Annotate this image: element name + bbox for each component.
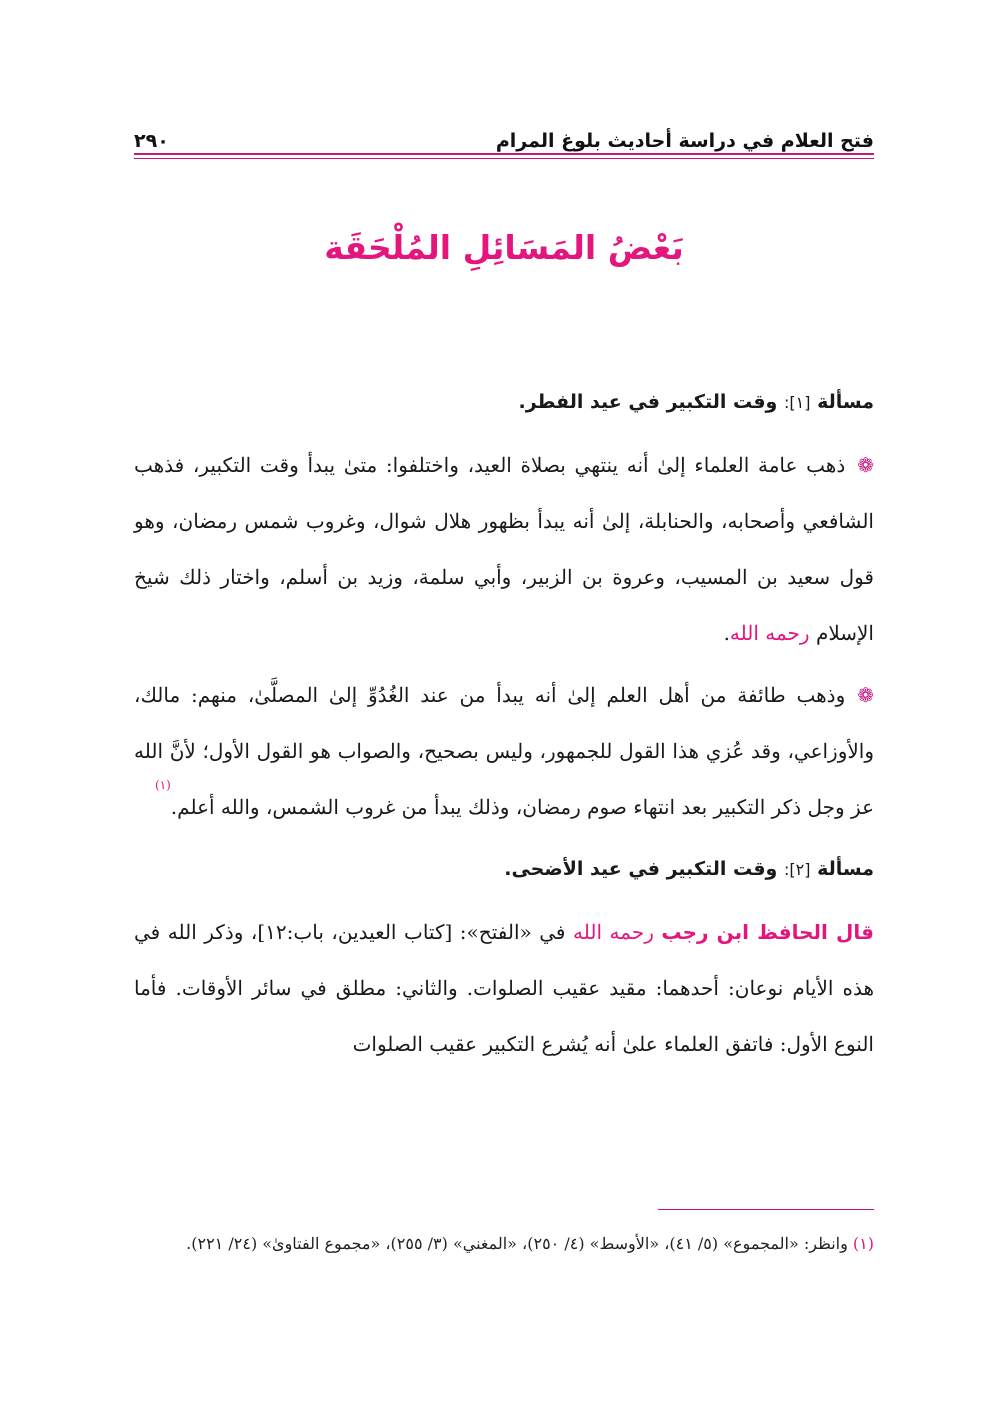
footnote <box>134 1228 874 1260</box>
issue-heading-1 <box>134 374 874 431</box>
honorific-mark: رحمه الله <box>729 621 810 645</box>
issue-title: وقت التكبير في عيد الفطر. <box>518 391 778 413</box>
header-rule-thick <box>134 153 874 155</box>
page-number: ٢٩٠ <box>134 130 169 152</box>
issue-number: [١]: <box>784 393 811 412</box>
book-title: فتح العلام في دراسة أحاديث بلوغ المرام <box>495 130 874 152</box>
quoted-speaker: قال الحافظ ابن رجب <box>661 920 874 944</box>
paragraph-2 <box>134 667 874 835</box>
issue-title: وقت التكبير في عيد الأضحى. <box>504 858 778 880</box>
flower-bullet-icon: ❁ <box>857 683 874 707</box>
issue-number: [٢]: <box>784 860 811 879</box>
footnote-marker[interactable]: (١) <box>154 778 171 792</box>
section-title: بَعْضُ المَسَائِلِ المُلْحَقَة <box>324 228 684 267</box>
header-rule-thin <box>134 158 874 159</box>
footnote-rule <box>658 1209 874 1210</box>
body-text <box>134 374 874 1078</box>
flower-bullet-icon: ❁ <box>857 453 874 477</box>
page <box>134 0 874 1418</box>
issue-label: مسألة <box>817 391 874 413</box>
running-header <box>134 118 874 152</box>
sentence-end: . <box>723 621 730 645</box>
issue-heading-2 <box>134 841 874 898</box>
issue-label: مسألة <box>817 858 874 880</box>
footnote-number: (١) <box>852 1234 874 1253</box>
honorific-mark: رحمه الله <box>573 920 654 944</box>
paragraph-text: ذهب عامة العلماء إلىٰ أنه ينتهي بصلاة العيد، واختلفوا: متىٰ يبدأ وقت التكبير، فذهب الشافعي وأصحابه، والحنابلة، إلىٰ أنه يبدأ بظهور هلال شوال، وغروب شمس رمضان، وهو قول سعيد بن المسيب، وعروة بن الزبير، وأبي سلمة، وزيد بن أسلم، واختار ذلك شيخ الإسلام <box>134 453 874 645</box>
paragraph-text: في «الفتح»: [كتاب العيدين، باب:١٢]، وذكر الله في هذه الأيام نوعان: أحدهما: مقيد عقيب الصلوات. والثاني: مطلق في سائر الأوقات. فأما النوع الأول: فاتفق العلماء علىٰ أنه يُشرع التكبير عقيب الصلوات <box>134 920 874 1056</box>
paragraph-3 <box>134 904 874 1072</box>
footnote-text: وانظر: «المجموع» (٥/ ٤١)، «الأوسط» (٤/ ٢٥٠)، «المغني» (٣/ ٢٥٥)، «مجموع الفتاوىٰ» (٢٤/ ٢٢١). <box>186 1234 848 1253</box>
paragraph-1 <box>134 437 874 661</box>
paragraph-text: وذهب طائفة من أهل العلم إلىٰ أنه يبدأ من عند الغُدُوِّ إلىٰ المصلَّىٰ، منهم: مالك، والأوزاعي، وقد عُزي هذا القول للجمهور، وليس بصحيح، والصواب هو القول الأول؛ لأنَّ الله عز وجل ذكر التكبير بعد انتهاء صوم رمضان، وذلك يبدأ من غروب الشمس، والله أعلم. <box>134 683 874 819</box>
